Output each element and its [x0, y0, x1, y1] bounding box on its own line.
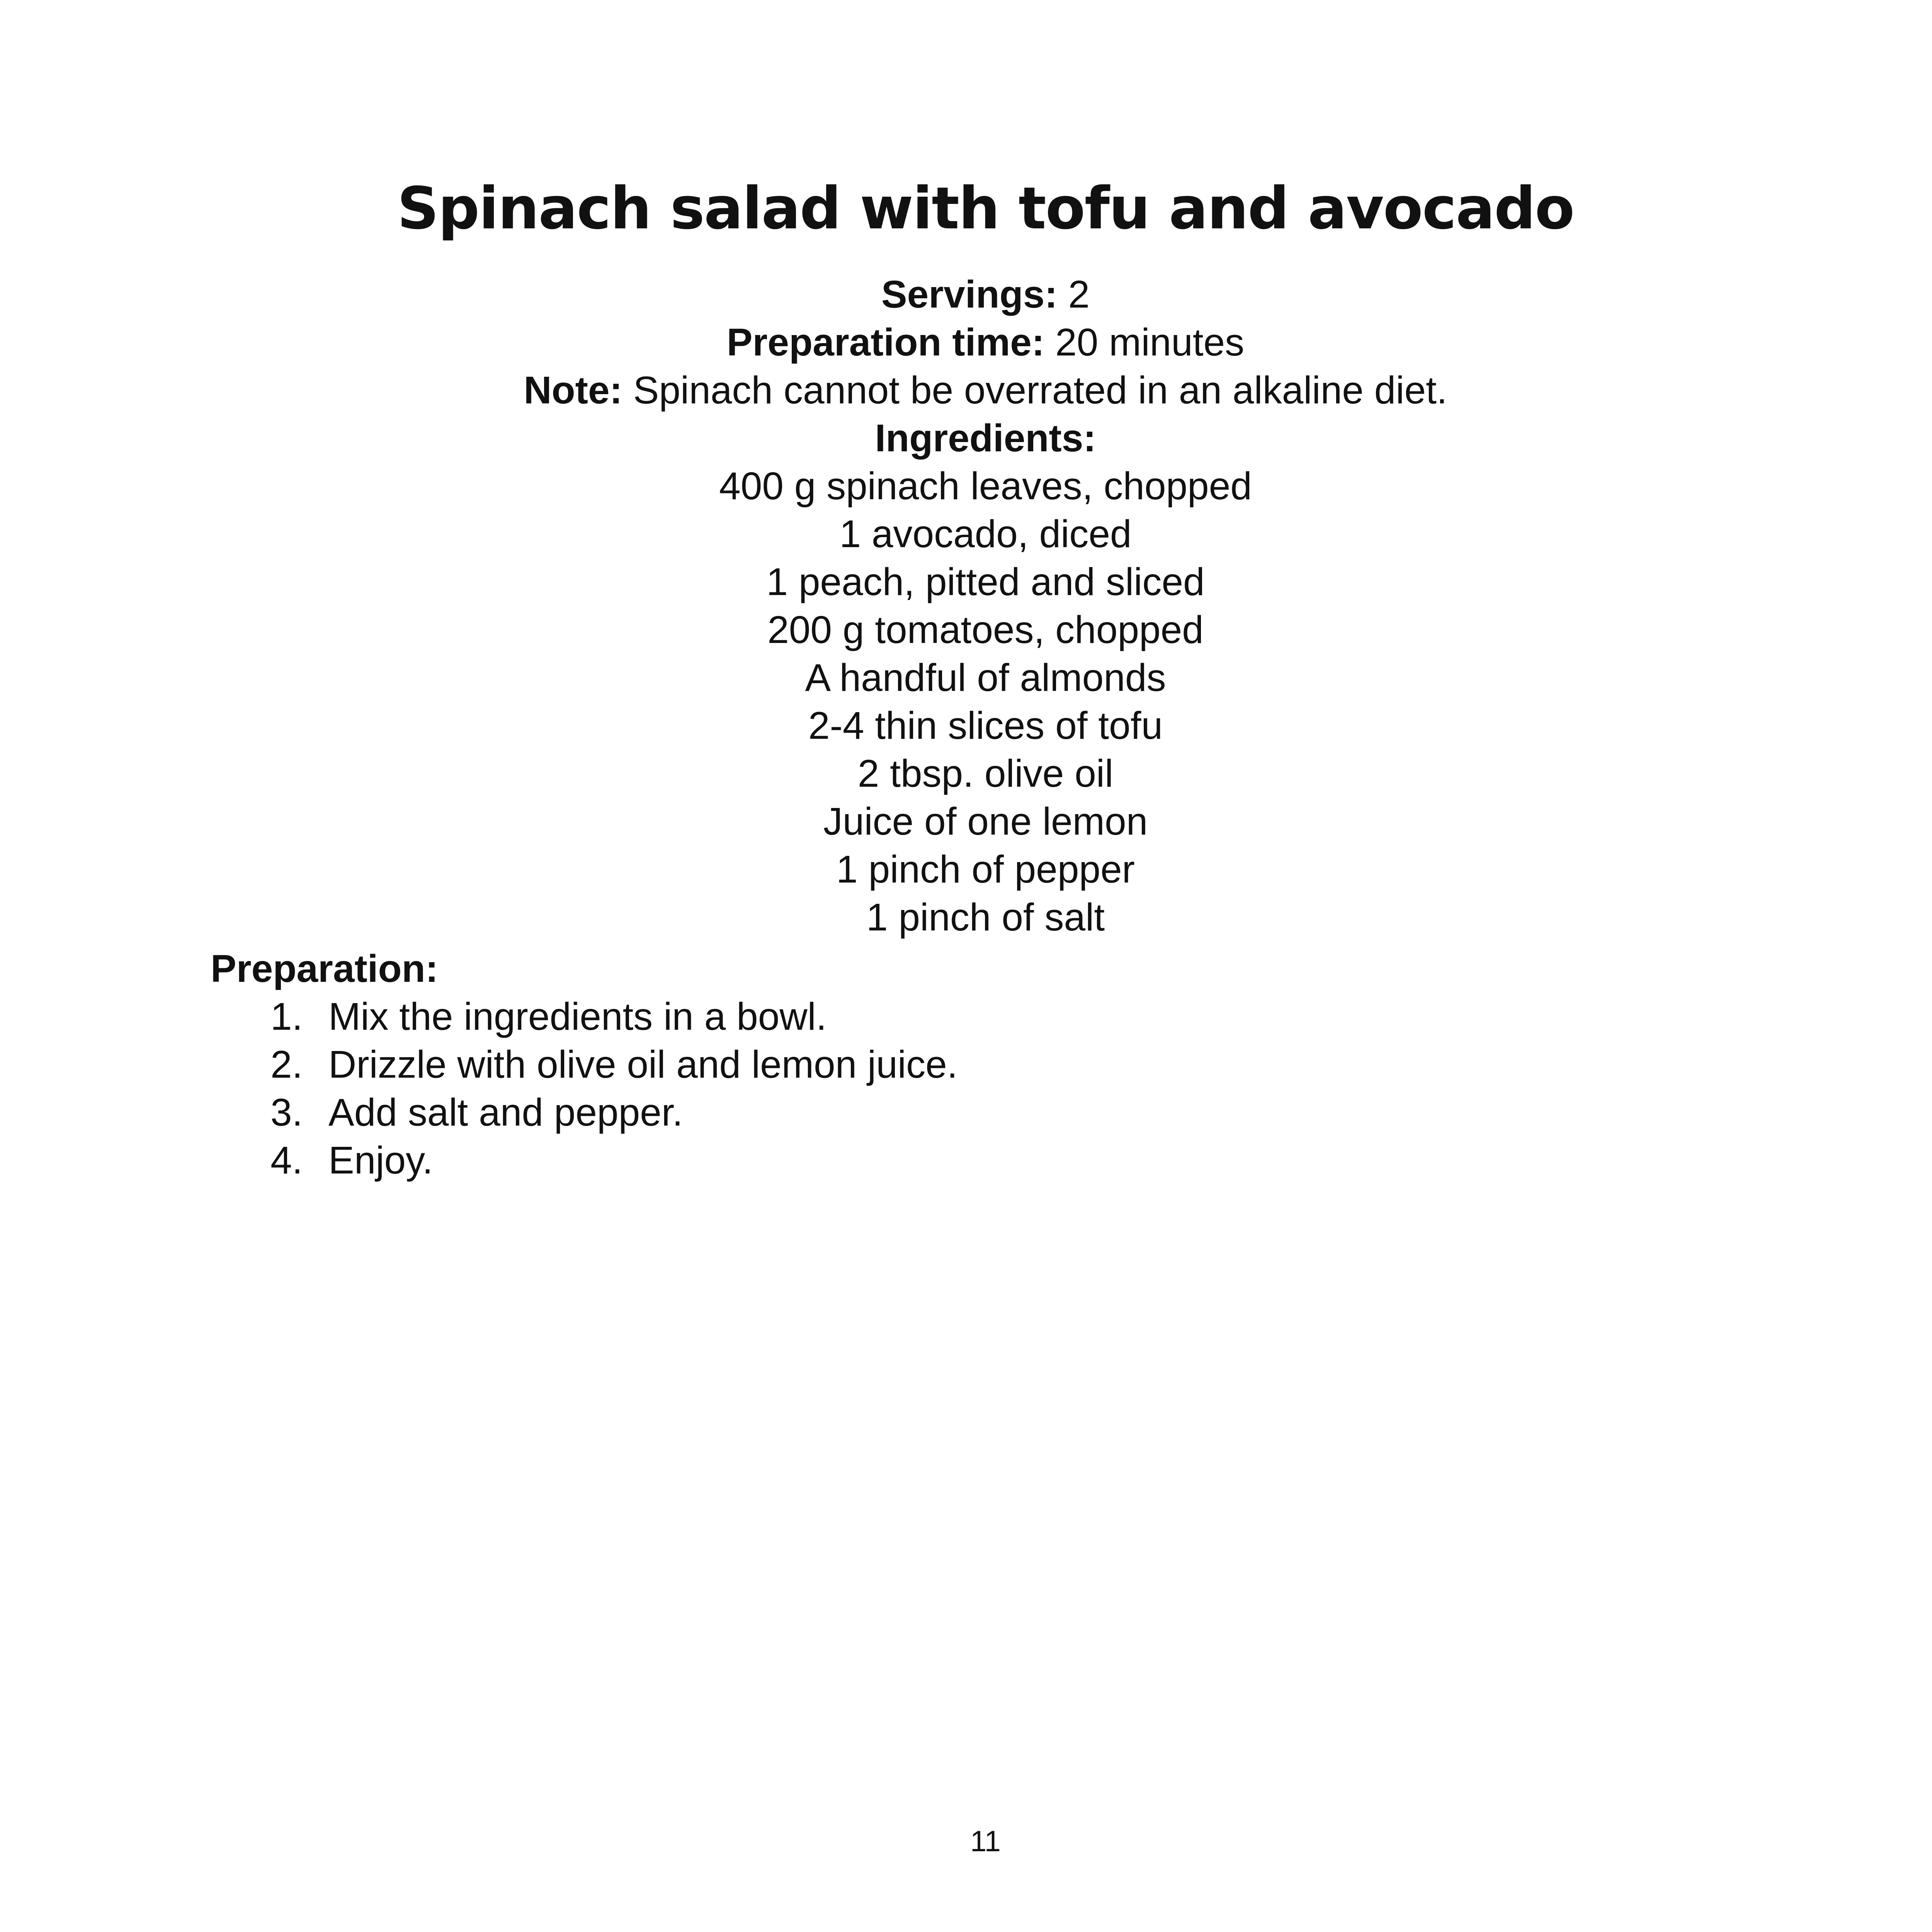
servings-value: 2 [1068, 273, 1090, 316]
ingredients-list [0, 462, 1932, 941]
ingredient-item: Juice of one lemon [823, 800, 1148, 843]
step-item [211, 1041, 1756, 1088]
step-number: 2. [270, 1043, 303, 1086]
step-number: 3. [270, 1091, 303, 1134]
preparation-section [211, 945, 1756, 1184]
ingredient-item: 2-4 thin slices of tofu [808, 704, 1163, 747]
step-item [211, 1088, 1756, 1136]
step-text: Mix the ingredients in a bowl. [328, 995, 827, 1038]
preparation-heading: Preparation: [211, 947, 439, 990]
step-number: 4. [270, 1139, 303, 1182]
ingredient-item: 200 g tomatoes, chopped [767, 608, 1204, 651]
ingredient-item: 400 g spinach leaves, chopped [719, 464, 1252, 508]
note-value: Spinach cannot be overrated in an alkaline diet. [633, 369, 1447, 412]
preparation-steps [211, 993, 1756, 1184]
ingredient-item: A handful of almonds [805, 656, 1166, 699]
note-label: Note: [524, 369, 622, 412]
page-number: 11 [970, 1825, 1001, 1858]
step-item [211, 1136, 1756, 1184]
prep-time-value: 20 minutes [1055, 321, 1245, 364]
step-item [211, 993, 1756, 1041]
ingredient-item: 1 peach, pitted and sliced [766, 560, 1205, 604]
step-text: Enjoy. [328, 1139, 433, 1182]
servings-label: Servings: [881, 273, 1058, 316]
ingredient-item: 2 tbsp. olive oil [857, 752, 1114, 795]
step-text: Add salt and pepper. [328, 1091, 683, 1134]
note-line [0, 366, 1932, 414]
prep-time-label: Preparation time: [726, 321, 1045, 364]
recipe-info [0, 270, 1932, 941]
step-number: 1. [270, 995, 303, 1038]
prep-time-line [0, 318, 1932, 366]
ingredients-heading: Ingredients: [875, 417, 1096, 460]
recipe-title: Spinach salad with tofu and avocado [397, 175, 1574, 242]
ingredient-item: 1 pinch of pepper [836, 848, 1135, 891]
ingredient-item: 1 avocado, diced [839, 512, 1132, 556]
ingredient-item: 1 pinch of salt [866, 896, 1105, 939]
servings-line [0, 270, 1932, 318]
step-text: Drizzle with olive oil and lemon juice. [328, 1043, 958, 1086]
